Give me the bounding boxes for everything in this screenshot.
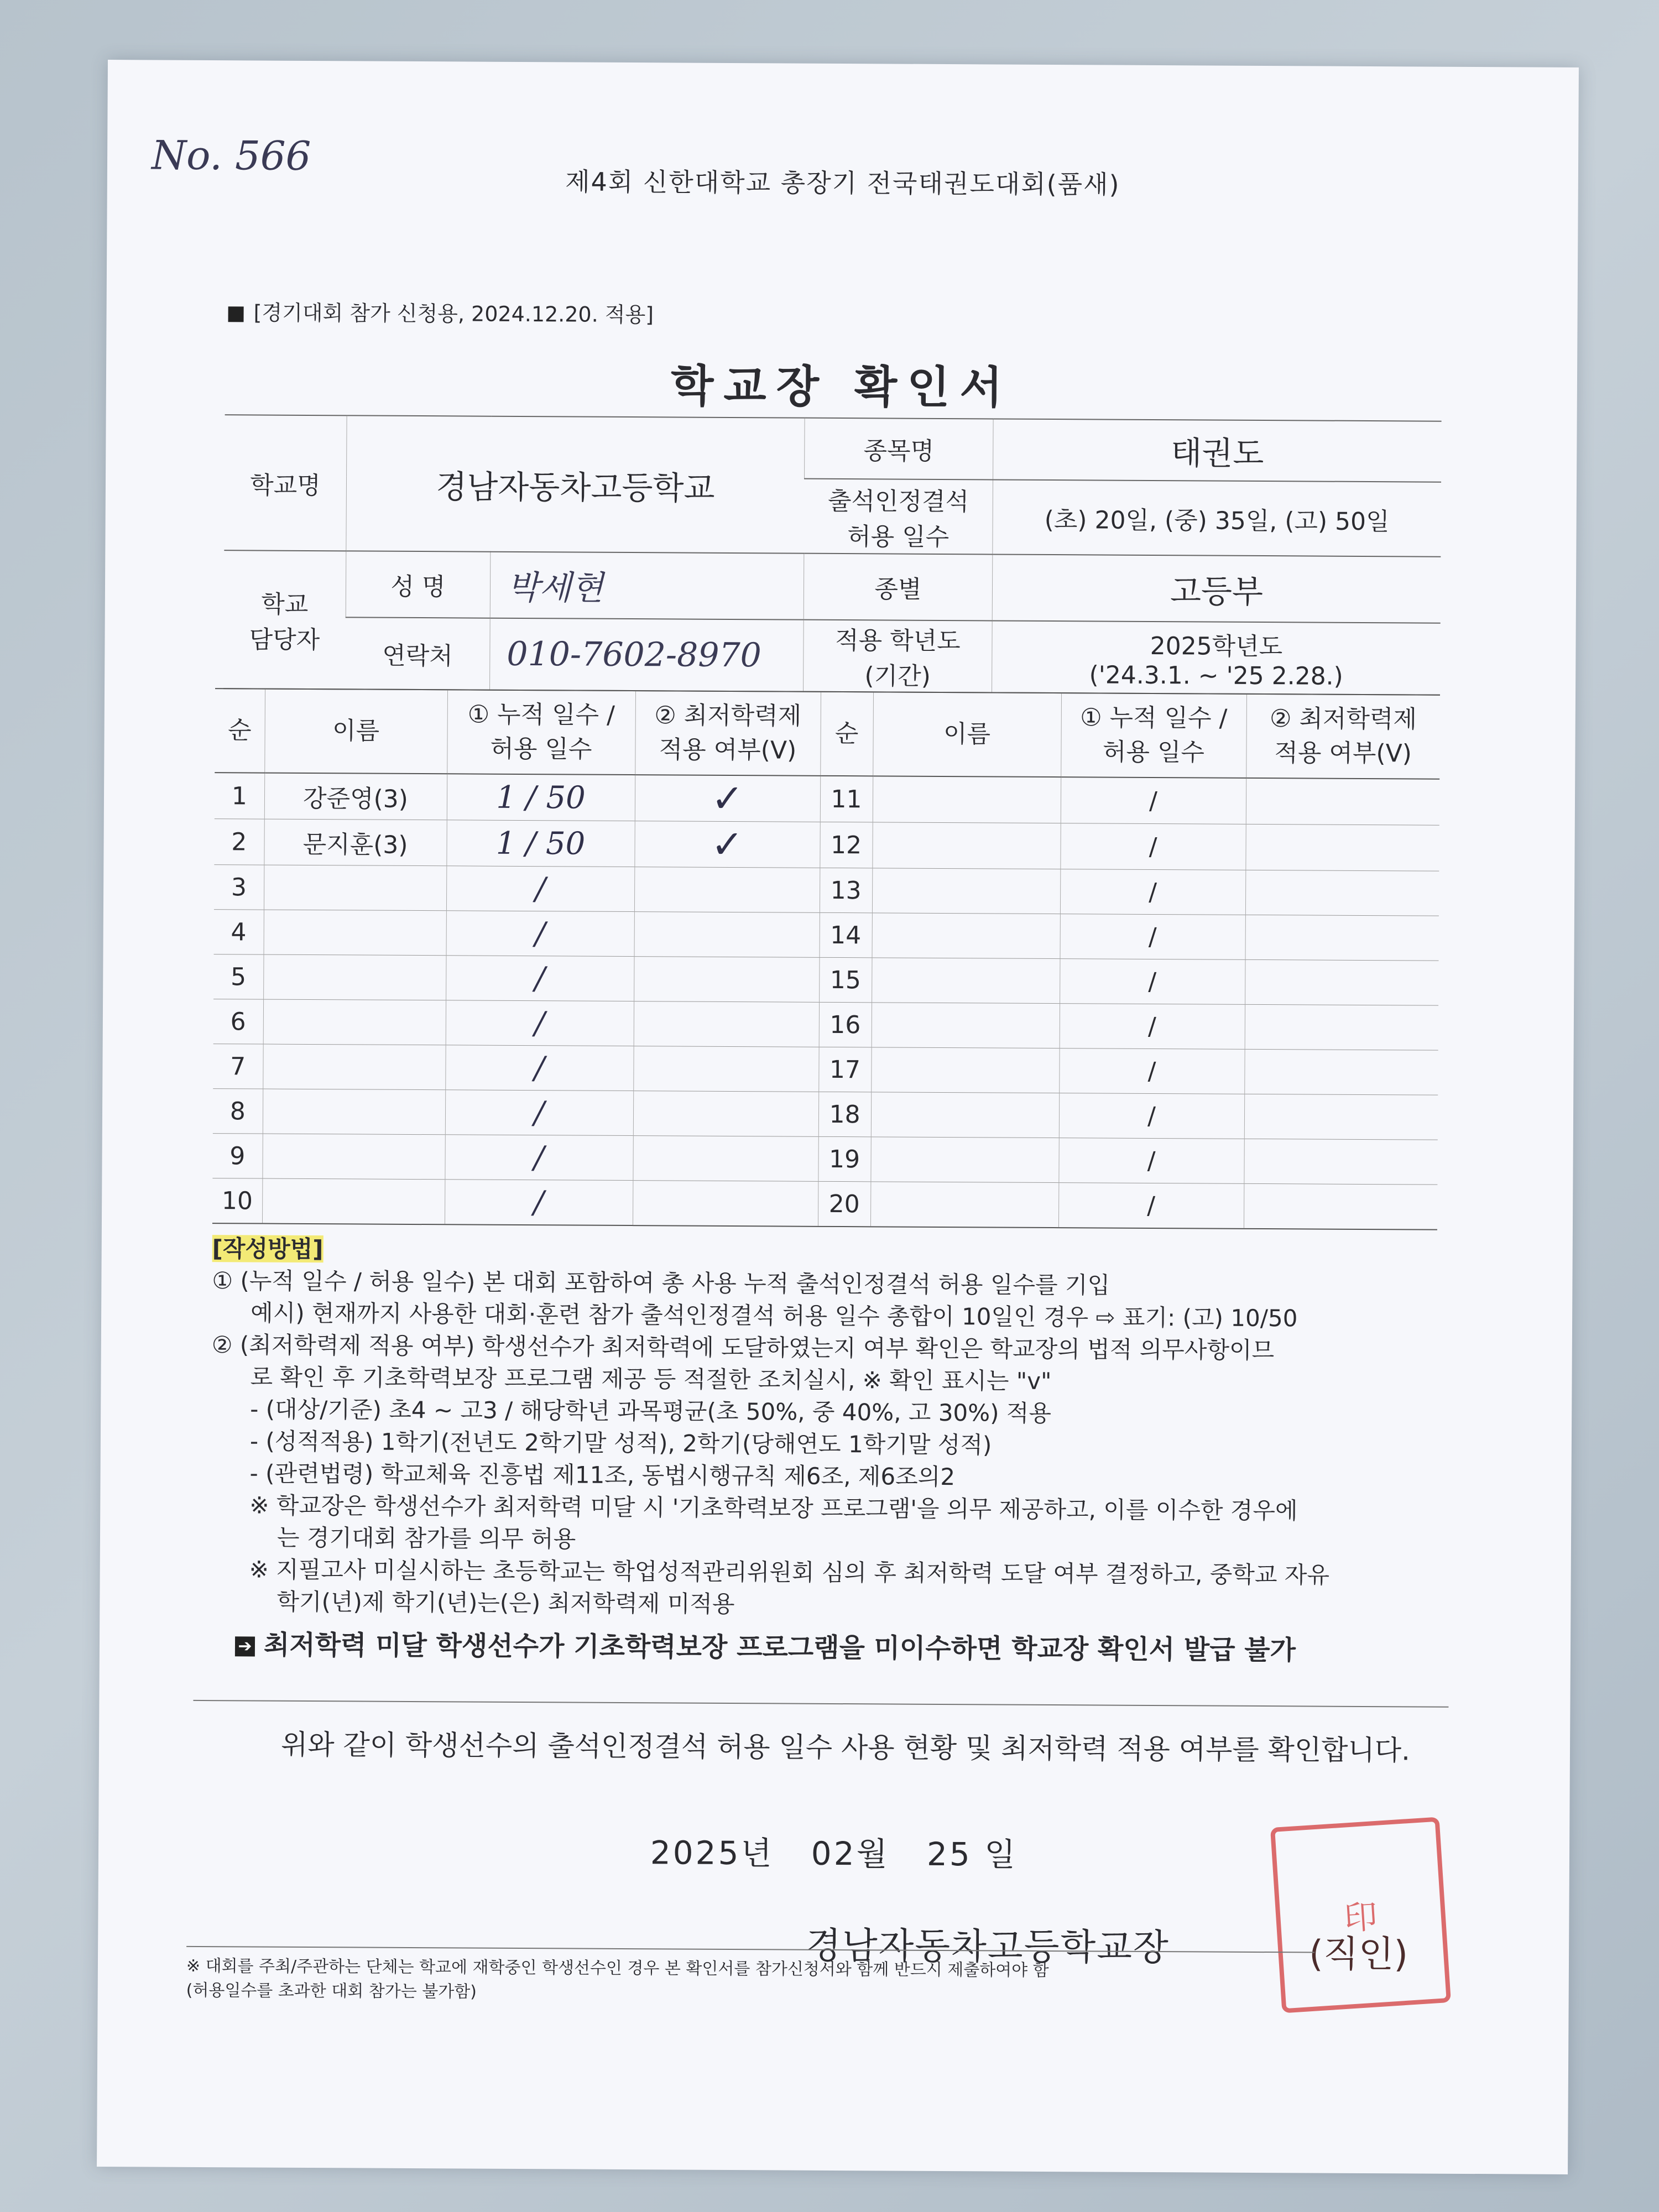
- cell-days: /: [1061, 777, 1246, 824]
- notice-line: [210, 1629, 1460, 1667]
- table-row: [213, 999, 1438, 1051]
- staff-label: [223, 550, 346, 689]
- table-row: [214, 819, 1439, 872]
- staff-label-line2: 담당자: [249, 625, 320, 655]
- col-days-line1: ① 누적 일수 /: [467, 700, 615, 729]
- cell-check: [633, 1091, 818, 1137]
- cell-no: 12: [820, 822, 872, 868]
- cell-name: [870, 1182, 1058, 1228]
- cell-days: /: [1060, 914, 1245, 960]
- cell-no: 2: [214, 819, 264, 865]
- table-row: [214, 865, 1439, 916]
- cell-check: [1244, 1183, 1437, 1229]
- col-days-right-line2: 허용 일수: [1102, 738, 1205, 767]
- table-row: [212, 1134, 1437, 1185]
- table-row: [214, 910, 1439, 961]
- year-value-line2: ('24.3.1. ~ '25 2.28.): [1089, 660, 1343, 691]
- guide-line-4: 로 확인 후 기초학력보장 프로그램 제공 등 적절한 조치실시, ※ 확인 표시는 "v": [250, 1363, 1052, 1395]
- cell-days: /: [445, 1180, 633, 1225]
- table-row: [212, 1178, 1437, 1230]
- event-value: 태권도: [993, 419, 1442, 482]
- table-body: [212, 773, 1439, 1230]
- guide-title: [작성방법]: [212, 1235, 324, 1263]
- cell-check: [1244, 1094, 1438, 1140]
- col-days-line2: 허용 일수: [490, 734, 592, 764]
- header-table: [223, 414, 1442, 696]
- category-label: 종별: [804, 554, 993, 621]
- guide-line-5: - (대상/기준) 초4 ~ 고3 / 해당학년 과목평균(초 50%, 중 40%, 고 30%) 적용: [250, 1395, 1052, 1427]
- cell-no: 1: [215, 773, 264, 819]
- document-paper: [97, 60, 1579, 2174]
- cell-no: 13: [820, 868, 872, 912]
- table-row: [213, 1044, 1438, 1095]
- cell-name: [264, 865, 446, 911]
- cell-days: /: [1060, 869, 1245, 915]
- cell-days: /: [1059, 1048, 1244, 1094]
- cell-days: /: [1060, 1004, 1245, 1050]
- cell-no: 5: [213, 954, 263, 999]
- cell-no: 3: [214, 865, 264, 910]
- cell-check: [1245, 915, 1439, 961]
- cell-days: /: [446, 956, 634, 1001]
- cell-name: [872, 958, 1060, 1004]
- year-value: [992, 620, 1441, 695]
- cell-name: [872, 868, 1060, 914]
- cell-name: [263, 1044, 445, 1090]
- cell-check: [1244, 1049, 1438, 1095]
- guide-line-10: ※ 지필고사 미실시하는 초등학교는 학업성적관리위원회 심의 후 최저학력 도달 여부 결정하고, 중학교 자유: [249, 1556, 1330, 1589]
- cell-check: [633, 1046, 818, 1092]
- guide-line-2: 예시) 현재까지 사용한 대회·훈련 참가 출석인정결석 허용 일수 총합이 10일인 경우 ⇨ 표기: (고) 10/50: [251, 1299, 1298, 1332]
- cell-name: [872, 822, 1060, 869]
- application-note-text: [경기대회 참가 신청용, 2024.12.20. 적용]: [253, 300, 654, 327]
- divider: [193, 1700, 1448, 1708]
- cell-no: 17: [818, 1047, 871, 1092]
- guide-line-8: ※ 학교장은 학생선수가 최저학력 미달 시 '기초학력보장 프로그램'을 의무 제공하고, 이를 이수한 경우에: [249, 1491, 1298, 1525]
- cell-no: 20: [818, 1181, 870, 1227]
- event-label: 종목명: [805, 418, 994, 480]
- staff-name: 박세현: [490, 552, 804, 620]
- cell-check: [634, 867, 820, 913]
- cell-name: [264, 910, 446, 956]
- cell-name: [872, 913, 1060, 959]
- guide-line-11: 학기(년)제 학기(년)는(은) 최저학력제 미적용: [276, 1588, 735, 1618]
- event-title: 제4회 신한대학교 총장기 전국태권도대회(품새): [565, 166, 1120, 200]
- cell-no: 7: [213, 1044, 263, 1089]
- application-note: [228, 295, 654, 328]
- cell-check: [1245, 824, 1439, 871]
- cell-check: [633, 1136, 818, 1182]
- staff-label-line1: 학교: [261, 590, 309, 619]
- issue-date: 2025년 02월 25 일: [650, 1834, 1018, 1874]
- cell-name: [871, 1092, 1059, 1138]
- guide-line-3: ② (최저학력제 적용 여부) 학생선수가 최저학력에 도달하였는지 여부 확인은 학교장의 법적 의무사항이므: [211, 1331, 1275, 1364]
- cell-no: 8: [213, 1089, 263, 1134]
- arrow-box-icon: ➔: [235, 1636, 255, 1656]
- footnote-line-1: ※ 대회를 주최/주관하는 단체는 학교에 재학중인 학생선수인 경우 본 확인서를 참가신청서와 함께 반드시 제출하여야 함: [186, 1956, 1049, 1981]
- col-days-right: [1061, 693, 1246, 778]
- cell-name: [263, 954, 446, 1000]
- category-value: 고등부: [992, 554, 1441, 623]
- col-min: [635, 691, 821, 776]
- footnote-line-2: (허용일수를 초과한 대회 참가는 불가함): [186, 1980, 477, 2002]
- col-name-right: 이름: [873, 692, 1061, 777]
- cell-no: 16: [819, 1002, 872, 1047]
- col-no: 순: [215, 688, 265, 773]
- cell-name: [263, 1089, 445, 1135]
- cell-no: 19: [818, 1136, 870, 1181]
- cell-name: [262, 1178, 445, 1224]
- cell-no: 6: [213, 999, 263, 1044]
- cell-days: /: [445, 1135, 633, 1181]
- contact-label: 연락처: [346, 617, 491, 690]
- col-min-right-line2: 적용 여부(V): [1274, 739, 1412, 768]
- col-name: 이름: [264, 689, 447, 774]
- cell-name: 강준영(3): [264, 773, 447, 820]
- year-label: [804, 620, 993, 693]
- cell-no: 9: [212, 1134, 262, 1178]
- cell-days: /: [446, 866, 634, 912]
- confirm-text: 위와 같이 학생선수의 출석인정결석 허용 일수 사용 현황 및 최저학력 적용 여부를 확인합니다.: [280, 1728, 1411, 1767]
- year-label-line1: 적용 학년도: [835, 626, 961, 656]
- square-bullet-icon: [228, 306, 244, 322]
- cell-no: 11: [820, 776, 873, 822]
- school-name: 경남자동차고등학교: [346, 415, 805, 553]
- table-row: [213, 954, 1438, 1006]
- year-label-line2: (기간): [864, 662, 931, 691]
- cell-days: /: [446, 1000, 634, 1046]
- year-value-line1: 2025학년도: [1150, 632, 1283, 661]
- footnote: [186, 1954, 1403, 2010]
- cell-no: 14: [820, 912, 872, 957]
- cell-name: [873, 776, 1061, 823]
- cell-name: [262, 1134, 445, 1180]
- guide-line-9: 는 경기대회 참가를 의무 허용: [276, 1524, 576, 1553]
- cell-name: [263, 999, 446, 1045]
- col-days-right-line1: ① 누적 일수 /: [1080, 703, 1228, 733]
- cell-check: [1245, 1004, 1438, 1050]
- table-row: [215, 773, 1439, 825]
- cell-days: /: [445, 1045, 633, 1091]
- guide-line-6: - (성적적용) 1학기(전년도 2학기말 성적), 2학기(당해연도 1학기말 성적): [249, 1427, 992, 1459]
- absence-label-line2: 허용 일수: [847, 522, 950, 551]
- absence-label: [804, 479, 993, 555]
- cell-days: /: [1060, 823, 1245, 870]
- cell-check: [1246, 778, 1439, 825]
- cell-check: [634, 912, 820, 958]
- cell-days: /: [1058, 1183, 1244, 1229]
- cell-days: /: [446, 911, 634, 957]
- cell-check: [634, 957, 819, 1003]
- cell-days: /: [1060, 959, 1245, 1005]
- cell-check: ✓: [635, 775, 820, 822]
- principal-name: 경남자동차고등학교장: [805, 1924, 1170, 1969]
- cell-no: 18: [818, 1092, 871, 1136]
- col-min-line2: 적용 여부(V): [659, 735, 797, 765]
- cell-name: [872, 1003, 1060, 1048]
- col-min-line1: ② 최저학력제: [654, 701, 802, 731]
- absence-label-line1: 출석인정결석: [827, 487, 969, 516]
- cell-check: [634, 1001, 819, 1047]
- guide-line-1: ① (누적 일수 / 허용 일수) 본 대회 포함하여 총 사용 누적 출석인정결석 허용 일수를 기입: [212, 1267, 1110, 1299]
- students-table: [212, 688, 1440, 1230]
- cell-days: /: [1059, 1093, 1244, 1139]
- cell-no: 10: [212, 1178, 262, 1224]
- cell-name: 문지훈(3): [264, 819, 446, 866]
- guide-section: [210, 1233, 1462, 1667]
- doc-title: 학교장 확인서: [670, 360, 1013, 414]
- name-label: 성 명: [346, 551, 491, 618]
- col-days: [447, 690, 635, 775]
- cell-no: 4: [214, 910, 264, 954]
- absence-value: (초) 20일, (중) 35일, (고) 50일: [993, 479, 1441, 556]
- cell-check: [633, 1181, 818, 1227]
- table-row: [213, 1089, 1438, 1140]
- cell-check: [1244, 1139, 1437, 1185]
- cell-no: 15: [819, 957, 872, 1002]
- guide-line-7: - (관련법령) 학교체육 진흥법 제11조, 동법시행규칙 제6조, 제6조의2: [249, 1459, 956, 1491]
- cell-days: 1 / 50: [447, 774, 635, 821]
- cell-days: /: [1058, 1138, 1244, 1184]
- cell-days: /: [445, 1090, 633, 1136]
- staff-contact: 010-7602-8970: [490, 618, 804, 692]
- official-seal: 印: [1270, 1817, 1451, 2013]
- col-no-right: 순: [820, 692, 873, 776]
- cell-check: [1245, 870, 1439, 916]
- table-header-row: [215, 688, 1440, 779]
- cell-check: ✓: [634, 821, 820, 868]
- cell-days: 1 / 50: [446, 820, 634, 867]
- col-min-right-line1: ② 최저학력제: [1269, 705, 1417, 734]
- seal-mark-label: (직인): [1308, 1932, 1408, 1976]
- cell-check: [1245, 959, 1438, 1005]
- notice-text: 최저학력 미달 학생선수가 기초학력보장 프로그램을 미이수하면 학교장 확인서 발급 불가: [263, 1629, 1296, 1666]
- cell-name: [871, 1047, 1059, 1093]
- school-label: 학교명: [224, 415, 347, 551]
- cell-name: [870, 1137, 1058, 1183]
- col-min-right: [1246, 694, 1440, 779]
- handwritten-number: No. 566: [151, 132, 311, 179]
